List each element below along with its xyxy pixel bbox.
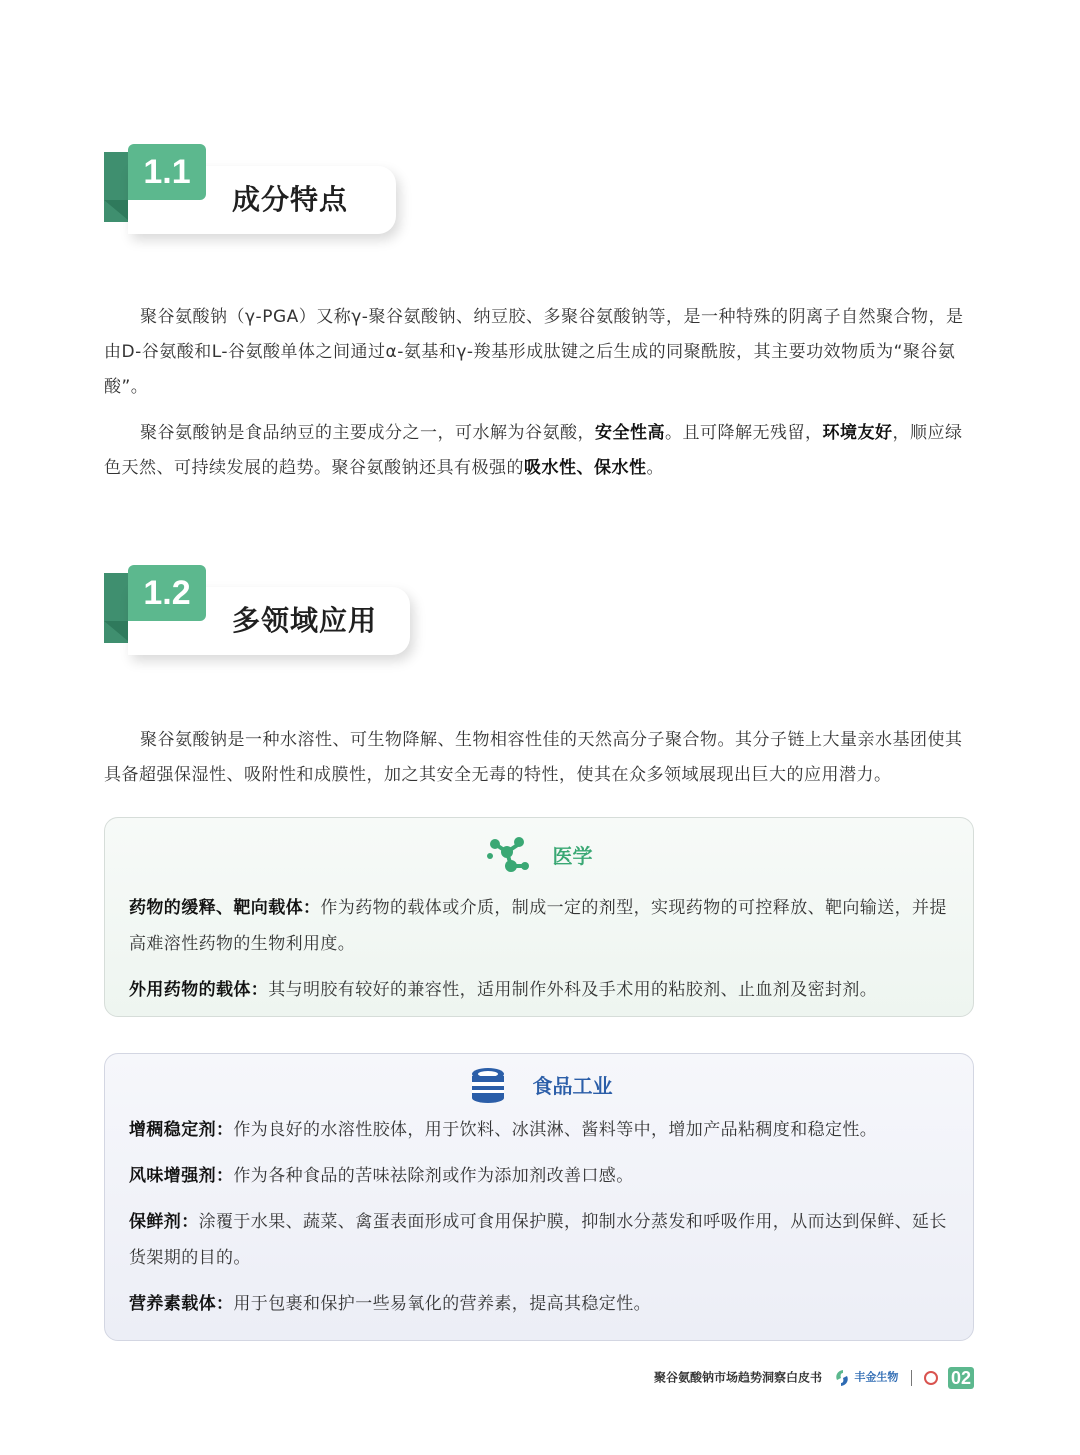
- section-title: 成分特点: [232, 183, 349, 216]
- paragraph-ingredient-features: 聚谷氨酸钠是食品纳豆的主要成分之一，可水解为谷氨酸，安全性高。且可降解无残留，环境友好，顺应绿色天然、可持续发展的趋势。聚谷氨酸钠还具有极强的吸水性、保水性。: [104, 423, 963, 478]
- section-title: 多领域应用: [232, 604, 378, 637]
- card-medical: [104, 817, 974, 1017]
- section-number: 1.1: [128, 144, 206, 200]
- list-item: 风味增强剂：作为各种食品的苦味祛除剂或作为添加剂改善口感。: [129, 1166, 634, 1186]
- divider: [911, 1370, 912, 1386]
- highlight-safe: 安全性高: [595, 423, 665, 443]
- list-item: 保鲜剂：涂覆于水果、蔬菜、禽蛋表面形成可食用保护膜，抑制水分蒸发和呼吸作用，从而达到保鲜、延长货架期的目的。: [129, 1212, 947, 1268]
- card-header: [105, 832, 973, 876]
- section-heading-1-2: [104, 565, 414, 665]
- section-heading-1-1: [104, 144, 414, 244]
- list-item: 外用药物的载体：其与明胶有较好的兼容性，适用制作外科及手术用的粘胶剂、止血剂及密封剂。: [129, 980, 878, 1000]
- brand-name: 丰金生物: [854, 1370, 899, 1384]
- list-item: 药物的缓释、靶向载体：作为药物的载体或介质，制成一定的剂型，实现药物的可控释放、靶向输送，并提高难溶性药物的生物利用度。: [129, 898, 947, 954]
- list-item: 增稠稳定剂：作为良好的水溶性胶体，用于饮料、冰淇淋、酱料等中，增加产品粘稠度和稳定性。: [129, 1120, 878, 1140]
- list-item: 营养素载体：用于包裹和保护一些易氧化的营养素，提高其稳定性。: [129, 1294, 652, 1314]
- partner-logo-icon: [924, 1371, 938, 1385]
- paragraph-ingredient-intro: 聚谷氨酸钠（γ-PGA）又称γ-聚谷氨酸钠、纳豆胶、多聚谷氨酸钠等，是一种特殊的阴离子自然聚合物，是由D-谷氨酸和L-谷氨酸单体之间通过α-氨基和γ-羧基形成肽键之后生成的同聚酰胺，其主要功效物质为“聚谷氨酸”。: [104, 307, 964, 397]
- card-title: 医学: [552, 843, 593, 868]
- food-can-icon: [465, 1062, 511, 1106]
- section-number: 1.2: [128, 565, 206, 621]
- paragraph-applications-intro: 聚谷氨酸钠是一种水溶性、可生物降解、生物相容性佳的天然高分子聚合物。其分子链上大量亲水基团使其具备超强保湿性、吸附性和成膜性，加之其安全无毒的特性，使其在众多领域展现出巨大的应用潜力。: [104, 730, 963, 785]
- card-food-industry: [104, 1053, 974, 1341]
- page-footer: [654, 1365, 974, 1389]
- card-title: 食品工业: [532, 1073, 613, 1098]
- brand-logo-icon: [834, 1369, 850, 1387]
- molecule-icon: [485, 832, 531, 876]
- card-header: [105, 1062, 973, 1106]
- highlight-eco: 环境友好: [822, 423, 893, 443]
- highlight-water: 吸水性、保水性: [524, 458, 647, 478]
- page-number: 02: [948, 1367, 974, 1389]
- document-title: 聚谷氨酸钠市场趋势洞察白皮书: [654, 1370, 823, 1385]
